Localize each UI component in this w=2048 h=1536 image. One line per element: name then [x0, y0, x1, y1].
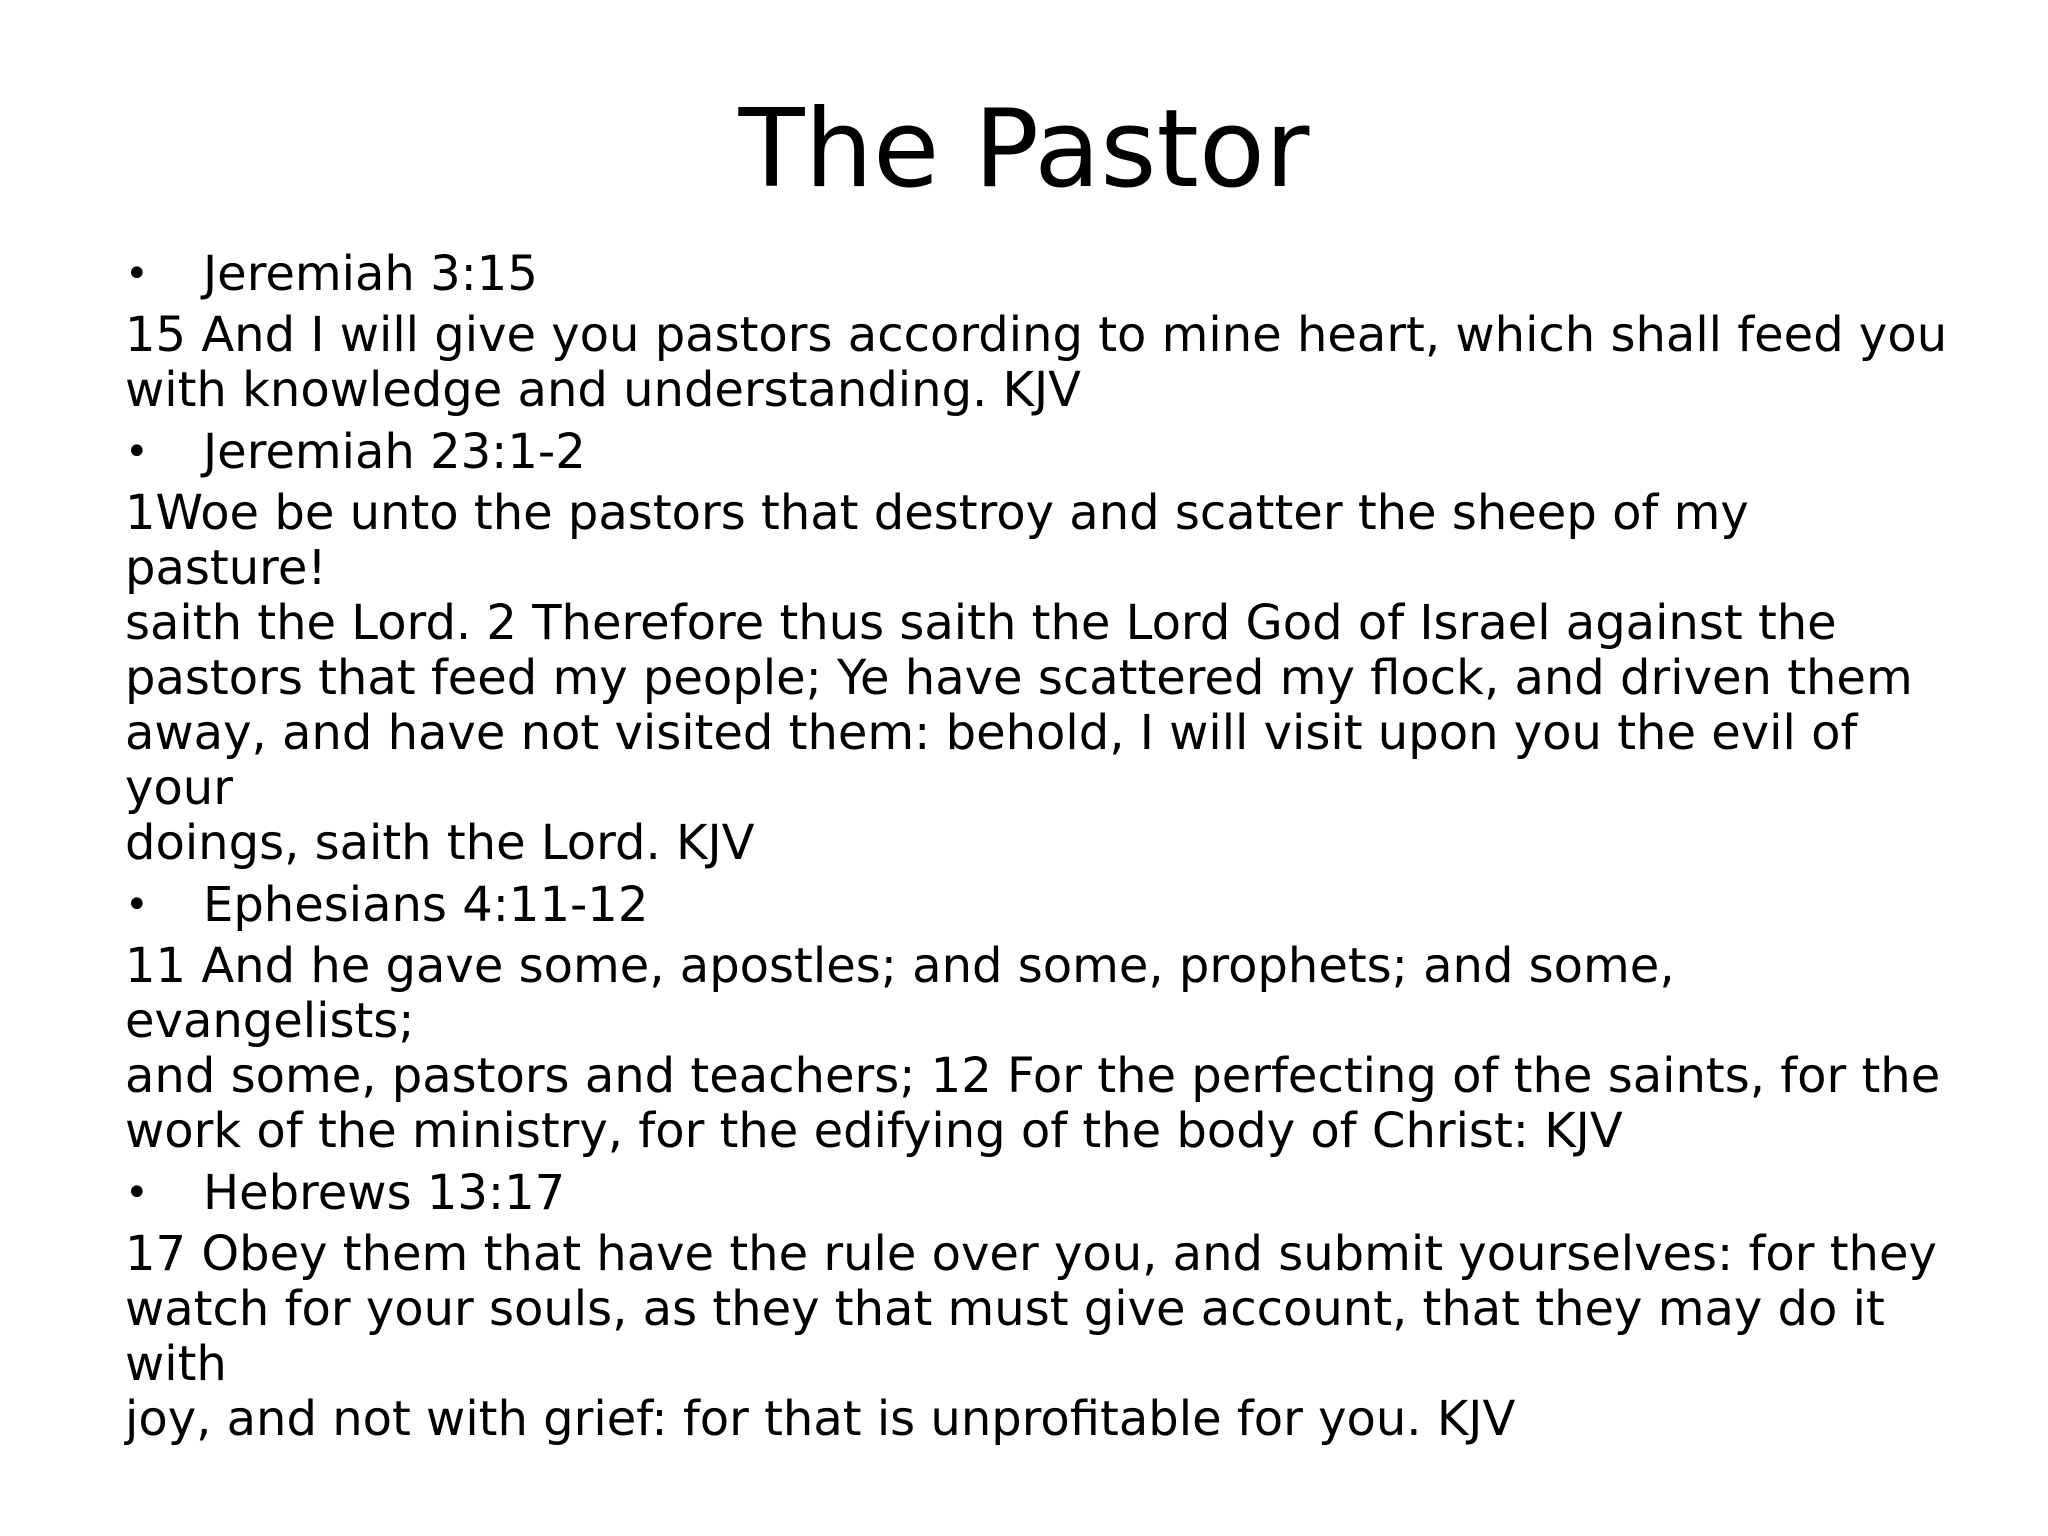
verse-line: 11 And he gave some, apostles; and some, prophets; and some, evangelists;: [125, 938, 1690, 1049]
bullet-icon: •: [125, 882, 149, 928]
scripture-reference: Jeremiah 3:15: [203, 246, 538, 302]
scripture-reference: Ephesians 4:11-12: [203, 877, 649, 933]
verse-line: pastors that feed my people; Ye have scattered my flock, and driven them: [125, 650, 1913, 706]
slide-content: [125, 244, 1965, 1451]
verse-line: 15 And I will give you pastors according to mine heart, which shall feed you: [125, 307, 1948, 363]
verse-line: doings, saith the Lord. KJV: [125, 815, 755, 871]
bullet-icon: •: [125, 429, 149, 475]
slide-title: The Pastor: [738, 87, 1310, 212]
verse-text: [125, 486, 1965, 871]
verse-text: [125, 1227, 1965, 1447]
verse-line: watch for your souls, as they that must give account, that they may do it with: [125, 1281, 1901, 1392]
verse-line: joy, and not with grief: for that is unprofitable for you. KJV: [125, 1391, 1516, 1447]
bullet-item-ephesians-4-11-12: [125, 875, 1965, 935]
verse-text: [125, 939, 1965, 1159]
scripture-reference: Jeremiah 23:1-2: [203, 424, 586, 480]
bullet-item-hebrews-13-17: [125, 1163, 1965, 1223]
verse-line: work of the ministry, for the edifying of the body of Christ: KJV: [125, 1103, 1623, 1159]
verse-line: 1Woe be unto the pastors that destroy and scatter the sheep of my pasture!: [125, 485, 1765, 596]
verse-line: and some, pastors and teachers; 12 For the perfecting of the saints, for the: [125, 1048, 1941, 1104]
bullet-icon: •: [125, 251, 149, 297]
bullet-item-jeremiah-23-1-2: [125, 422, 1965, 482]
verse-line: with knowledge and understanding. KJV: [125, 362, 1082, 418]
bullet-icon: •: [125, 1170, 149, 1216]
verse-line: 17 Obey them that have the rule over you, and submit yourselves: for they: [125, 1226, 1937, 1282]
verse-text: [125, 308, 1965, 418]
bullet-item-jeremiah-3-15: [125, 244, 1965, 304]
verse-line: away, and have not visited them: behold, I will visit upon you the evil of your: [125, 705, 1873, 816]
verse-line: saith the Lord. 2 Therefore thus saith the Lord God of Israel against the: [125, 595, 1837, 651]
scripture-reference: Hebrews 13:17: [203, 1165, 566, 1221]
